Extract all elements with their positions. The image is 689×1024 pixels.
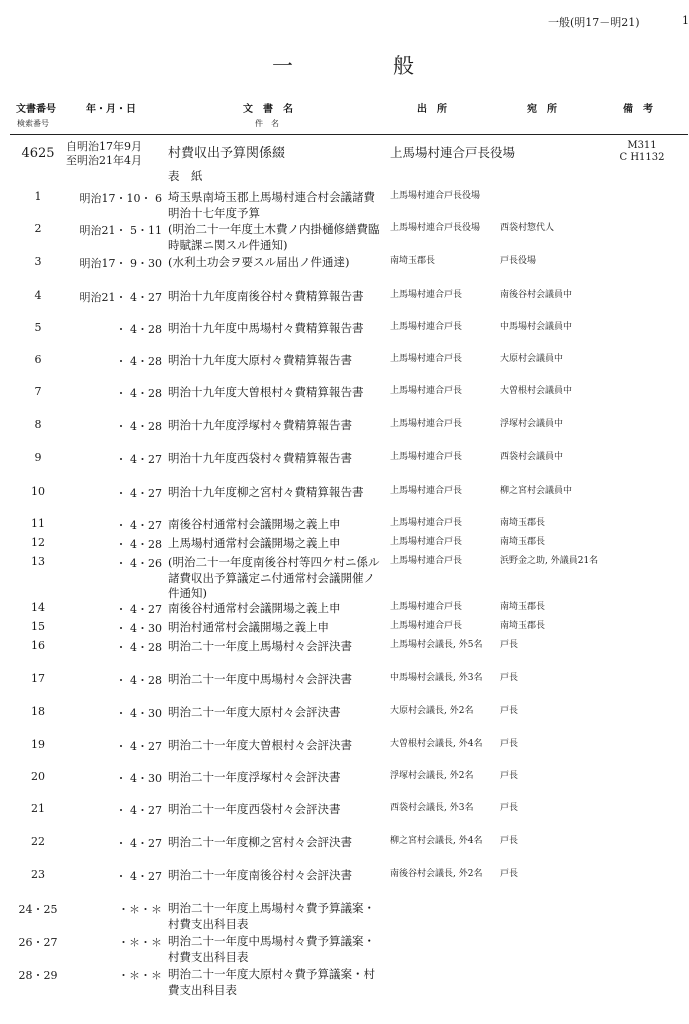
item-origin: 上馬場村連合戸長 — [390, 452, 463, 462]
item-destination: 西袋村会議員中 — [500, 452, 564, 462]
item-number: 28・29 — [18, 969, 58, 982]
item-destination: 南後谷村会議員中 — [500, 290, 573, 300]
main-record-remark-1: M311 — [627, 140, 657, 151]
item-date: ・ 4・27 — [115, 487, 162, 500]
item-title: 明治十九年度大曽根村々費精算報告書 — [168, 385, 364, 399]
item-title: 明治二十一年度柳之宮村々会評決書 — [168, 835, 352, 849]
item-destination: 南埼玉郡長 — [500, 602, 546, 612]
item-origin: 上馬場村連合戸長役場 — [390, 191, 481, 201]
item-origin: 柳之宮村会議長, 外4名 — [390, 836, 483, 846]
item-title: 南後谷村通常村会議開場之義上申 — [168, 517, 341, 531]
item-destination: 戸長 — [500, 673, 519, 683]
column-header-destination: 宛 所 — [527, 104, 557, 115]
item-origin: 上馬場村連合戸長 — [390, 537, 463, 547]
item-number: 22 — [31, 835, 45, 848]
item-destination: 南埼玉郡長 — [500, 518, 546, 528]
item-date: 明治21・ 5・11 — [79, 224, 162, 237]
item-destination: 戸長 — [500, 640, 519, 650]
section-title-char-2: 般 — [393, 54, 414, 78]
item-number: 3 — [34, 255, 42, 268]
item-destination: 戸長 — [500, 739, 519, 749]
column-header-search-no: 検索番号 — [17, 119, 49, 128]
item-date: ・ 4・27 — [115, 519, 162, 532]
section-title-char-1: 一 — [272, 54, 293, 78]
item-title: 明治二十一年度大曽根村々会評決書 — [168, 738, 352, 752]
item-date: ・ 4・27 — [115, 453, 162, 466]
item-origin: 上馬場村連合戸長 — [390, 486, 463, 496]
item-number: 7 — [34, 385, 42, 398]
item-date: ・ 4・27 — [115, 740, 162, 753]
item-destination: 浮塚村会議員中 — [500, 419, 564, 429]
item-date: ・ 4・30 — [115, 772, 162, 785]
item-title: 明治二十一年度大原村々会評決書 — [168, 705, 341, 719]
item-title: 明治二十一年度大原村々費予算議案・村費支出科目表 — [168, 967, 375, 997]
main-record-remark-2: C H1132 — [619, 152, 665, 163]
item-destination: 南埼玉郡長 — [500, 621, 546, 631]
item-number: 5 — [34, 321, 42, 334]
item-origin: 上馬場村連合戸長 — [390, 518, 463, 528]
item-date: 明治17・10・ 6 — [79, 192, 162, 205]
item-title: 明治十九年度浮塚村々費精算報告書 — [168, 418, 352, 432]
header-rule — [10, 134, 688, 135]
item-date: ・ 4・26 — [115, 557, 162, 570]
item-origin: 上馬場村連合戸長 — [390, 419, 463, 429]
item-date: ・ 4・28 — [115, 420, 162, 433]
item-number: 6 — [34, 353, 42, 366]
item-title: 明治二十一年度中馬場村々会評決書 — [168, 672, 352, 686]
item-destination: 戸長 — [500, 706, 519, 716]
item-number: 13 — [31, 555, 45, 568]
item-date: ・ 4・28 — [115, 538, 162, 551]
item-destination: 南埼玉郡長 — [500, 537, 546, 547]
item-number: 8 — [34, 418, 42, 431]
item-number: 19 — [31, 738, 45, 751]
item-origin: 上馬場村連合戸長 — [390, 602, 463, 612]
item-title: 明治二十一年度西袋村々会評決書 — [168, 802, 341, 816]
item-origin: 上馬場村連合戸長 — [390, 621, 463, 631]
item-origin: 西袋村会議長, 外3名 — [390, 803, 474, 813]
item-title: 明治村通常村会議開場之義上申 — [168, 620, 329, 634]
item-number: 18 — [31, 705, 45, 718]
item-number: 1 — [34, 190, 42, 203]
item-date: ・ 4・28 — [115, 355, 162, 368]
section-title — [0, 50, 688, 78]
main-record-no: 4625 — [21, 146, 55, 161]
item-destination: 戸長役場 — [500, 256, 537, 266]
item-title: 埼玉県南埼玉郡上馬場村連合村会議諸費明治十七年度予算 — [168, 190, 375, 220]
item-title: 上馬場村通常村会議開場之義上申 — [168, 536, 341, 550]
item-number: 2 — [34, 222, 42, 235]
column-header-doc-name: 文 書 名 — [243, 104, 293, 115]
item-number: 9 — [34, 451, 42, 464]
item-origin: 上馬場村連合戸長役場 — [390, 223, 481, 233]
item-title: 明治二十一年度南後谷村々会評決書 — [168, 868, 352, 882]
item-origin: 上馬場村連合戸長 — [390, 290, 463, 300]
item-destination: 柳之宮村会議員中 — [500, 486, 573, 496]
item-title: 明治十九年度柳之宮村々費精算報告書 — [168, 485, 364, 499]
item-destination: 戸長 — [500, 803, 519, 813]
item-origin: 上馬場村連合戸長 — [390, 322, 463, 332]
item-origin: 中馬場村会議長, 外3名 — [390, 673, 483, 683]
column-header-date: 年・月・日 — [86, 104, 136, 115]
item-origin: 南後谷村会議長, 外2名 — [390, 869, 483, 879]
main-record-date-from: 自明治17年9月 — [66, 140, 142, 153]
item-date: 明治17・ 9・30 — [79, 257, 162, 270]
item-destination: 大曽根村会議員中 — [500, 386, 573, 396]
item-date: ・ 4・30 — [115, 622, 162, 635]
item-title: 南後谷村通常村会議開場之義上申 — [168, 601, 341, 615]
item-date: ・ 4・27 — [115, 804, 162, 817]
cover-label: 表 紙 — [168, 169, 203, 183]
item-number: 15 — [31, 620, 45, 633]
item-origin: 上馬場村連合戸長 — [390, 354, 463, 364]
running-header: 一般(明17－明21) — [548, 16, 640, 29]
item-date: 明治21・ 4・27 — [79, 291, 162, 304]
item-origin: 上馬場村連合戸長 — [390, 386, 463, 396]
item-origin: 上馬場村会議長, 外5名 — [390, 640, 483, 650]
item-date: ・＊・＊ — [118, 936, 162, 949]
column-header-doc-no: 文書番号 — [16, 104, 56, 115]
item-title: (明治二十一年度南後谷村等四ケ村ニ係ル諸費収出予算議定ニ付通常村会議開催ノ件通知) — [168, 555, 380, 600]
main-record-date-to: 至明治21年4月 — [66, 154, 142, 167]
item-origin: 上馬場村連合戸長 — [390, 556, 463, 566]
item-number: 4 — [34, 289, 42, 302]
item-title: 明治二十一年度上馬場村々会評決書 — [168, 639, 352, 653]
item-date: ・ 4・28 — [115, 674, 162, 687]
item-title: 明治十九年度西袋村々費精算報告書 — [168, 451, 352, 465]
item-title: 明治二十一年度上馬場村々費予算議案・村費支出科目表 — [168, 901, 375, 931]
item-destination: 戸長 — [500, 869, 519, 879]
item-date: ・ 4・28 — [115, 387, 162, 400]
item-origin: 大原村会議長, 外2名 — [390, 706, 474, 716]
item-title: 明治二十一年度中馬場村々費予算議案・村費支出科目表 — [168, 934, 375, 964]
item-destination: 戸長 — [500, 771, 519, 781]
item-destination: 西袋村惣代人 — [500, 223, 555, 233]
column-header-remarks: 備 考 — [623, 104, 653, 115]
item-number: 17 — [31, 672, 45, 685]
item-number: 14 — [31, 601, 45, 614]
main-record-remarks — [600, 140, 684, 164]
main-record-title: 村費収出予算関係綴 — [168, 146, 286, 161]
item-date: ・ 4・27 — [115, 870, 162, 883]
item-number: 11 — [31, 517, 45, 530]
item-number: 12 — [31, 536, 45, 549]
item-number: 10 — [31, 485, 45, 498]
item-destination: 戸長 — [500, 836, 519, 846]
item-number: 26・27 — [18, 936, 58, 949]
item-date: ・ 4・27 — [115, 837, 162, 850]
main-record-date — [66, 140, 162, 168]
item-date: ・ 4・28 — [115, 641, 162, 654]
item-destination: 浜野金之助, 外議員21名 — [500, 556, 599, 566]
item-title: (明治二十一年度土木費ノ内掛樋修繕費臨時賦課ニ関スル件通知) — [168, 222, 380, 252]
column-header-item-name: 件 名 — [255, 119, 279, 128]
item-title: 明治十九年度大原村々費精算報告書 — [168, 353, 352, 367]
item-date: ・ 4・27 — [115, 603, 162, 616]
item-origin: 南埼玉郡長 — [390, 256, 436, 266]
item-number: 23 — [31, 868, 45, 881]
item-title: (水利土功会ヲ要スル届出ノ件通達) — [168, 255, 350, 269]
item-origin: 浮塚村会議長, 外2名 — [390, 771, 474, 781]
item-number: 21 — [31, 802, 45, 815]
item-destination: 大原村会議員中 — [500, 354, 564, 364]
page-number: 1 — [682, 14, 689, 27]
main-record-origin: 上馬場村連合戸長役場 — [390, 145, 516, 160]
item-title: 明治二十一年度浮塚村々会評決書 — [168, 770, 341, 784]
item-destination: 中馬場村会議員中 — [500, 322, 573, 332]
column-header-origin: 出 所 — [417, 104, 447, 115]
item-date: ・ 4・28 — [115, 323, 162, 336]
item-date: ・ 4・30 — [115, 707, 162, 720]
item-number: 16 — [31, 639, 45, 652]
item-date: ・＊・＊ — [118, 903, 162, 916]
item-date: ・＊・＊ — [118, 969, 162, 982]
item-number: 20 — [31, 770, 45, 783]
item-number: 24・25 — [18, 903, 58, 916]
item-title: 明治十九年度中馬場村々費精算報告書 — [168, 321, 364, 335]
item-title: 明治十九年度南後谷村々費精算報告書 — [168, 289, 364, 303]
item-origin: 大曽根村会議長, 外4名 — [390, 739, 483, 749]
